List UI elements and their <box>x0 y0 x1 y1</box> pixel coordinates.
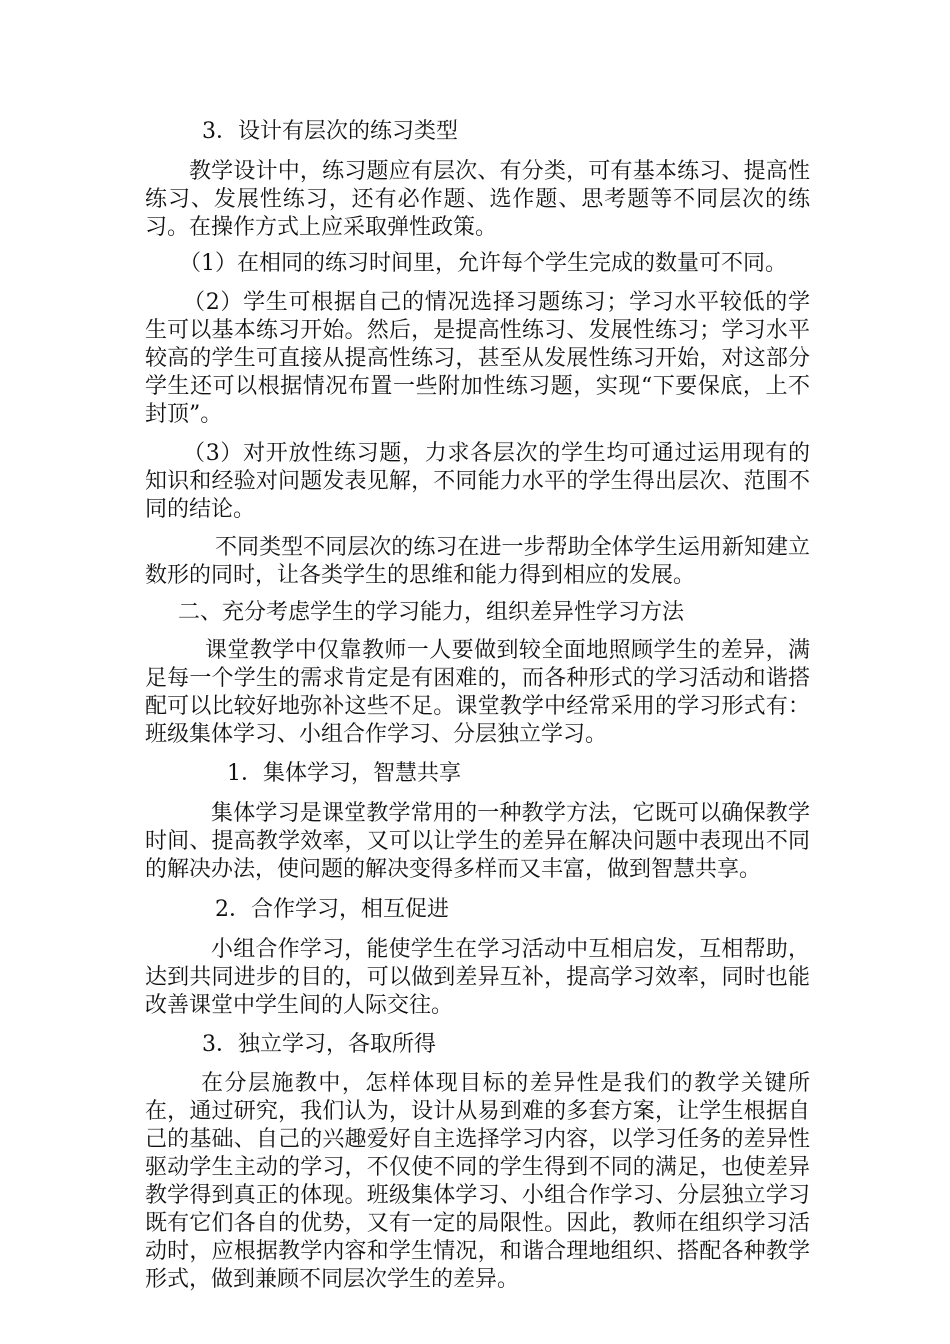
paragraph: 课堂教学中仅靠教师一人要做到较全面地照顾学生的差异，满足每一个学生的需求肯定是有困难的，而各种形式的学习活动和谐搭配可以比较好地弥补这些不足。课堂教学中经常采用的学习形式有：班级集体学习、小组合作学习、分层独立学习。 <box>145 638 810 747</box>
paragraph: 集体学习是课堂教学常用的一种教学方法，它既可以确保教学时间、提高教学效率，又可以让学生的差异在解决问题中表现出不同的解决办法，使问题的解决变得多样而又丰富，做到智慧共享。 <box>145 801 810 882</box>
section-heading-2: 二、充分考虑学生的学习能力，组织差异性学习方法 <box>178 600 685 625</box>
paragraph: （1）在相同的练习时间里，允许每个学生完成的数量可不同。 <box>179 251 787 276</box>
paragraph: 在分层施教中，怎样体现目标的差异性是我们的教学关键所在，通过研究，我们认为，设计从易到难的多套方案，让学生根据自己的基础、自己的兴趣爱好自主选择学习内容，以学习任务的差异性驱动学生主动的学习，不仅使不同的学生得到不同的满足，也使差异教学得到真正的体现。班级集体学习、小组合作学习、分层独立学习既有它们各自的优势，又有一定的局限性。因此，教师在组织学习活动时，应根据教学内容和学生情况，和谐合理地组织、搭配各种教学形式，做到兼顾不同层次学生的差异。 <box>145 1071 810 1292</box>
subsection-heading-1: 1．集体学习，智慧共享 <box>227 761 461 786</box>
paragraph: （3）对开放性练习题，力求各层次的学生均可通过运用现有的知识和经验对问题发表见解，不同能力水平的学生得出层次、范围不同的结论。 <box>145 441 810 522</box>
paragraph: 小组合作学习，能使学生在学习活动中互相启发，互相帮助，达到共同进步的目的，可以做到差异互补，提高学习效率，同时也能改善课堂中学生间的人际交往。 <box>145 937 810 1018</box>
paragraph: 教学设计中，练习题应有层次、有分类，可有基本练习、提高性练习、发展性练习，还有必作题、选作题、思考题等不同层次的练习。在操作方式上应采取弹性政策。 <box>145 159 810 240</box>
paragraph: 不同类型不同层次的练习在进一步帮助全体学生运用新知建立数形的同时，让各类学生的思维和能力得到相应的发展。 <box>145 535 810 588</box>
document-page <box>145 118 810 1294</box>
subsection-heading-3: 3．独立学习，各取所得 <box>202 1032 436 1057</box>
section-heading-3: 3．设计有层次的练习类型 <box>202 119 458 144</box>
subsection-heading-2: 2．合作学习，相互促进 <box>215 897 449 922</box>
paragraph: （2）学生可根据自己的情况选择习题练习；学习水平较低的学生可以基本练习开始。然后，是提高性练习、发展性练习；学习水平较高的学生可直接从提高性练习，甚至从发展性练习开始，对这部分学生还可以根据情况布置一些附加性练习题，实现“下要保底，上不封顶”。 <box>145 290 810 427</box>
